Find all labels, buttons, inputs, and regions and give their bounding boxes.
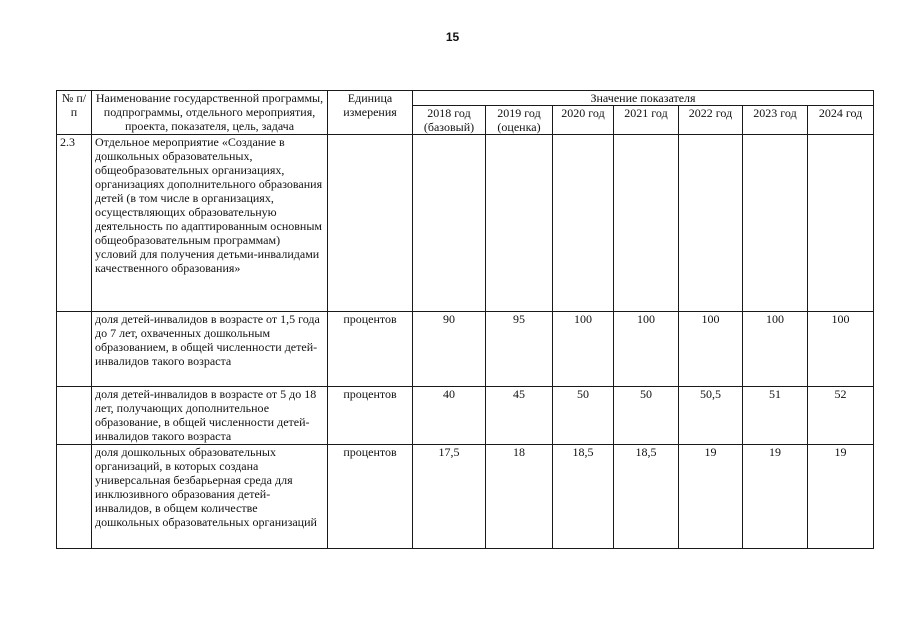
row-value [413, 135, 486, 312]
row-value: 95 [486, 312, 553, 387]
row-value [553, 135, 614, 312]
row-name: Отдельное мероприятие «Создание в дошкольных образовательных, общеобразовательных организациях, организациях дополнительного образования детей (в том числе в организациях, осуществляющих образовательную деятельность по адаптированным основным общеобразовательным программам) условий для получения детьми-инвалидами качественного образования» [92, 135, 328, 312]
row-num [57, 312, 92, 387]
row-value: 50 [553, 387, 614, 445]
header-year: 2024 год [808, 106, 874, 135]
row-value: 50 [614, 387, 679, 445]
row-value: 19 [743, 445, 808, 549]
header-year: 2021 год [614, 106, 679, 135]
row-value: 100 [553, 312, 614, 387]
row-value: 18,5 [553, 445, 614, 549]
row-unit: процентов [328, 387, 413, 445]
row-value [486, 135, 553, 312]
row-unit: процентов [328, 445, 413, 549]
table-row [57, 387, 874, 445]
table-row [57, 135, 874, 312]
page-number: 15 [445, 30, 460, 44]
header-year: 2022 год [679, 106, 743, 135]
header-unit: Единица измерения [328, 91, 413, 135]
header-year: 2018 год (базовый) [413, 106, 486, 135]
header-year: 2023 год [743, 106, 808, 135]
row-value: 100 [743, 312, 808, 387]
row-value [679, 135, 743, 312]
row-value [808, 135, 874, 312]
row-unit [328, 135, 413, 312]
row-value: 19 [808, 445, 874, 549]
row-value [614, 135, 679, 312]
row-num [57, 387, 92, 445]
row-value [743, 135, 808, 312]
table-row [57, 445, 874, 549]
header-year: 2020 год [553, 106, 614, 135]
header-num: № п/п [57, 91, 92, 135]
row-value: 45 [486, 387, 553, 445]
row-num: 2.3 [57, 135, 92, 312]
row-unit: процентов [328, 312, 413, 387]
row-value: 18 [486, 445, 553, 549]
table-row [57, 312, 874, 387]
row-value: 52 [808, 387, 874, 445]
indicators-table [56, 90, 874, 549]
table-header-row [57, 91, 874, 106]
row-value: 100 [614, 312, 679, 387]
row-num [57, 445, 92, 549]
row-name: доля детей-инвалидов в возрасте от 1,5 года до 7 лет, охваченных дошкольным образованием, в общей численности детей-инвалидов такого возраста [92, 312, 328, 387]
row-value: 19 [679, 445, 743, 549]
row-value: 100 [679, 312, 743, 387]
row-value: 18,5 [614, 445, 679, 549]
row-name: доля дошкольных образовательных организаций, в которых создана универсальная безбарьерная среда для инклюзивного образования детей-инвалидов, в общем количестве дошкольных образовательных организаций [92, 445, 328, 549]
row-value: 90 [413, 312, 486, 387]
header-value-group: Значение показателя [413, 91, 874, 106]
header-year: 2019 год (оценка) [486, 106, 553, 135]
row-value: 50,5 [679, 387, 743, 445]
row-value: 51 [743, 387, 808, 445]
header-name: Наименование государственной программы, подпрограммы, отдельного мероприятия, проекта, показателя, цель, задача [92, 91, 328, 135]
row-name: доля детей-инвалидов в возрасте от 5 до 18 лет, получающих дополнительное образование, в общей численности детей-инвалидов такого возраста [92, 387, 328, 445]
row-value: 100 [808, 312, 874, 387]
row-value: 40 [413, 387, 486, 445]
row-value: 17,5 [413, 445, 486, 549]
